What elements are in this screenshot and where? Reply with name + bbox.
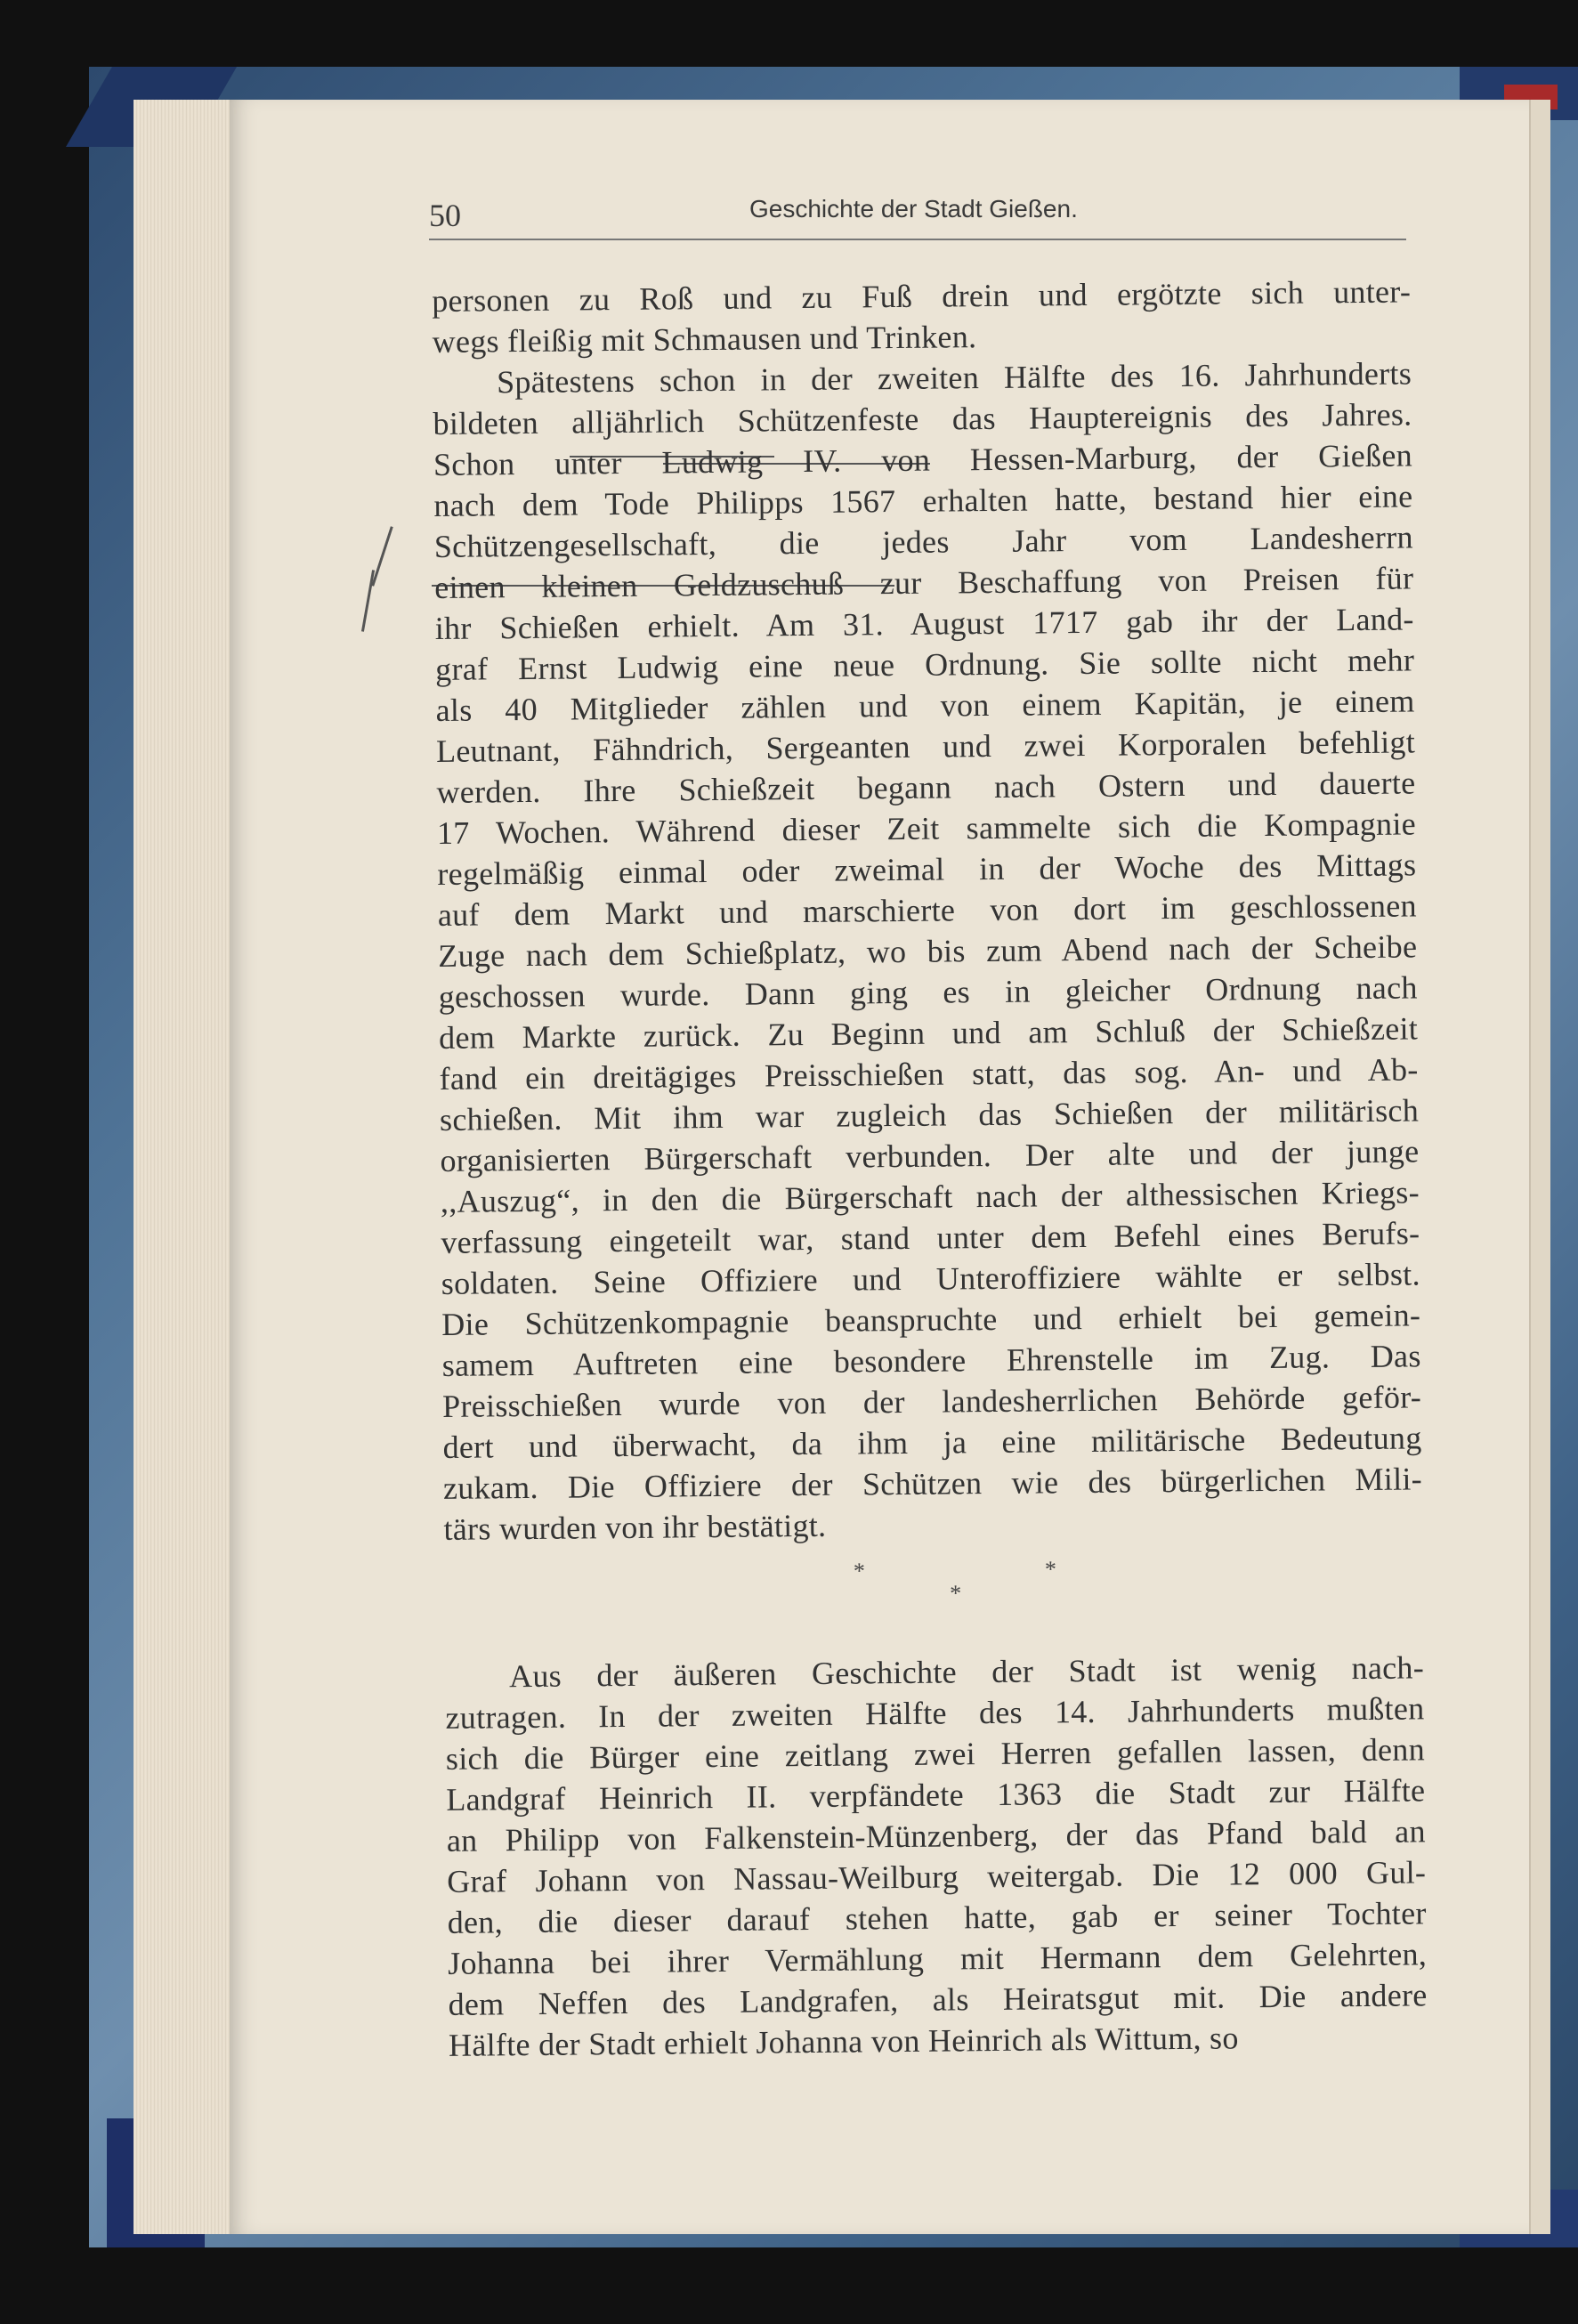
text-line: 17 Wochen. Während dieser Zeit sammelte sich die Kompagnie xyxy=(436,806,1417,851)
text-line: zukam. Die Offiziere der Schützen wie des bürgerlichen Mili- xyxy=(442,1461,1423,1506)
text-line: Preisschießen wurde von der landesherrlichen Behörde geför- xyxy=(441,1379,1422,1424)
text-line: personen zu Roß und zu Fuß drein und ergötzte sich unter- xyxy=(432,273,1412,319)
text-line: Schon unter Ludwig IV. von Hessen-Marburg, der Gießen xyxy=(433,437,1413,482)
section-separator xyxy=(444,1552,1424,1615)
text-line: verfassung eingeteilt war, stand unter dem Befehl eines Berufs- xyxy=(441,1215,1420,1260)
text-line: schießen. Mit ihm war zugleich das Schießen der militärisch xyxy=(439,1092,1420,1138)
text-line: den, die dieser darauf stehen hatte, gab er seiner Tochter xyxy=(447,1895,1427,1940)
text-line: Spätestens schon in der zweiten Hälfte des 16. Jahrhunderts xyxy=(496,355,1412,401)
text-line: Hälfte der Stadt erhielt Johanna von Heinrich als Wittum, so xyxy=(448,2020,1239,2063)
text-line: ihr Schießen erhielt. Am 31. August 1717 gab ihr der Land- xyxy=(434,601,1414,646)
text-line: dem Neffen des Landgrafen, als Heiratsgut mit. Die andere xyxy=(448,1977,1428,2022)
text-line: organisierten Bürgerschaft verbunden. Der alte und der junge xyxy=(440,1133,1420,1178)
text-line: dem Markte zurück. Zu Beginn und am Schluß der Schießzeit xyxy=(438,1010,1419,1056)
text-line: samem Auftreten eine besondere Ehrenstelle im Zug. Das xyxy=(441,1338,1421,1383)
paragraph-schuetzengesellschaft xyxy=(433,352,1423,1549)
asterisk: * xyxy=(1044,1556,1057,1583)
text-line: an Philipp von Falkenstein-Münzenberg, der das Pfand bald an xyxy=(446,1813,1426,1858)
text-line: bildeten alljährlich Schützenfeste das Hauptereignis des Jahres. xyxy=(433,396,1412,441)
text-line: einen kleinen Geldzuschuß zur Beschaffung von Preisen für xyxy=(434,560,1414,605)
page-number: 50 xyxy=(429,198,461,233)
text-line: Aus der äußeren Geschichte der Stadt ist wenig nach- xyxy=(508,1649,1425,1695)
page-header xyxy=(429,190,1406,240)
text-line: wegs fleißig mit Schmausen und Trinken. xyxy=(432,319,977,360)
text-line: auf dem Markt und marschierte von dort im geschlossenen xyxy=(437,887,1417,933)
text-line: zutragen. In der zweiten Hälfte des 14. Jahrhunderts mußten xyxy=(445,1690,1425,1736)
text-line: ,,Auszug“, in den die Bürgerschaft nach der althessischen Kriegs- xyxy=(440,1174,1420,1219)
text-line: Die Schützenkompagnie beanspruchte und erhielt bei gemein- xyxy=(441,1297,1421,1342)
text-line: graf Ernst Ludwig eine neue Ordnung. Sie sollte nicht mehr xyxy=(435,642,1415,687)
facing-page-edge xyxy=(1529,100,1550,2234)
paragraph-continuation xyxy=(432,271,1412,362)
asterisk: * xyxy=(853,1558,866,1584)
text-line: Zuge nach dem Schießplatz, wo bis zum Abend nach der Scheibe xyxy=(438,928,1418,974)
text-line: tärs wurden von ihr bestätigt. xyxy=(443,1507,827,1547)
asterisk: * xyxy=(950,1580,962,1607)
running-title: Geschichte der Stadt Gießen. xyxy=(749,195,1078,223)
text-line: Graf Johann von Nassau-Weilburg weitergab. Die 12 000 Gul- xyxy=(447,1854,1427,1899)
text-line: Johanna bei ihrer Vermählung mit Hermann dem Gelehrten, xyxy=(447,1936,1428,1981)
text-line: sich die Bürger eine zeitlang zwei Herren gefallen lassen, denn xyxy=(445,1731,1426,1777)
text-line: Schützengesellschaft, die jedes Jahr vom Landesherrn xyxy=(433,519,1414,564)
text-line: Landgraf Heinrich II. verpfändete 1363 die Stadt zur Hälfte xyxy=(446,1772,1426,1818)
paragraph-aeussere-geschichte xyxy=(445,1647,1428,2066)
text-line: soldaten. Seine Offiziere und Unteroffiziere wählte er selbst. xyxy=(441,1256,1420,1301)
text-line: dert und überwacht, da ihm ja eine militärische Bedeutung xyxy=(442,1420,1422,1465)
text-line: als 40 Mitglieder zählen und von einem Kapitän, je einem xyxy=(435,683,1415,728)
text-line: regelmäßig einmal oder zweimal in der Woche des Mittags xyxy=(437,846,1417,892)
text-line: nach dem Tode Philipps 1567 erhalten hatte, bestand hier eine xyxy=(433,478,1413,523)
text-line: geschossen wurde. Dann ging es in gleicher Ordnung nach xyxy=(438,969,1418,1015)
body-text xyxy=(432,271,1428,2065)
text-line: fand ein dreitägiges Preisschießen statt, das sog. An- und Ab- xyxy=(439,1051,1419,1097)
text-line: Leutnant, Fähndrich, Sergeanten und zwei Korporalen befehligt xyxy=(435,724,1416,769)
text-line: werden. Ihre Schießzeit begann nach Ostern und dauerte xyxy=(436,765,1416,810)
